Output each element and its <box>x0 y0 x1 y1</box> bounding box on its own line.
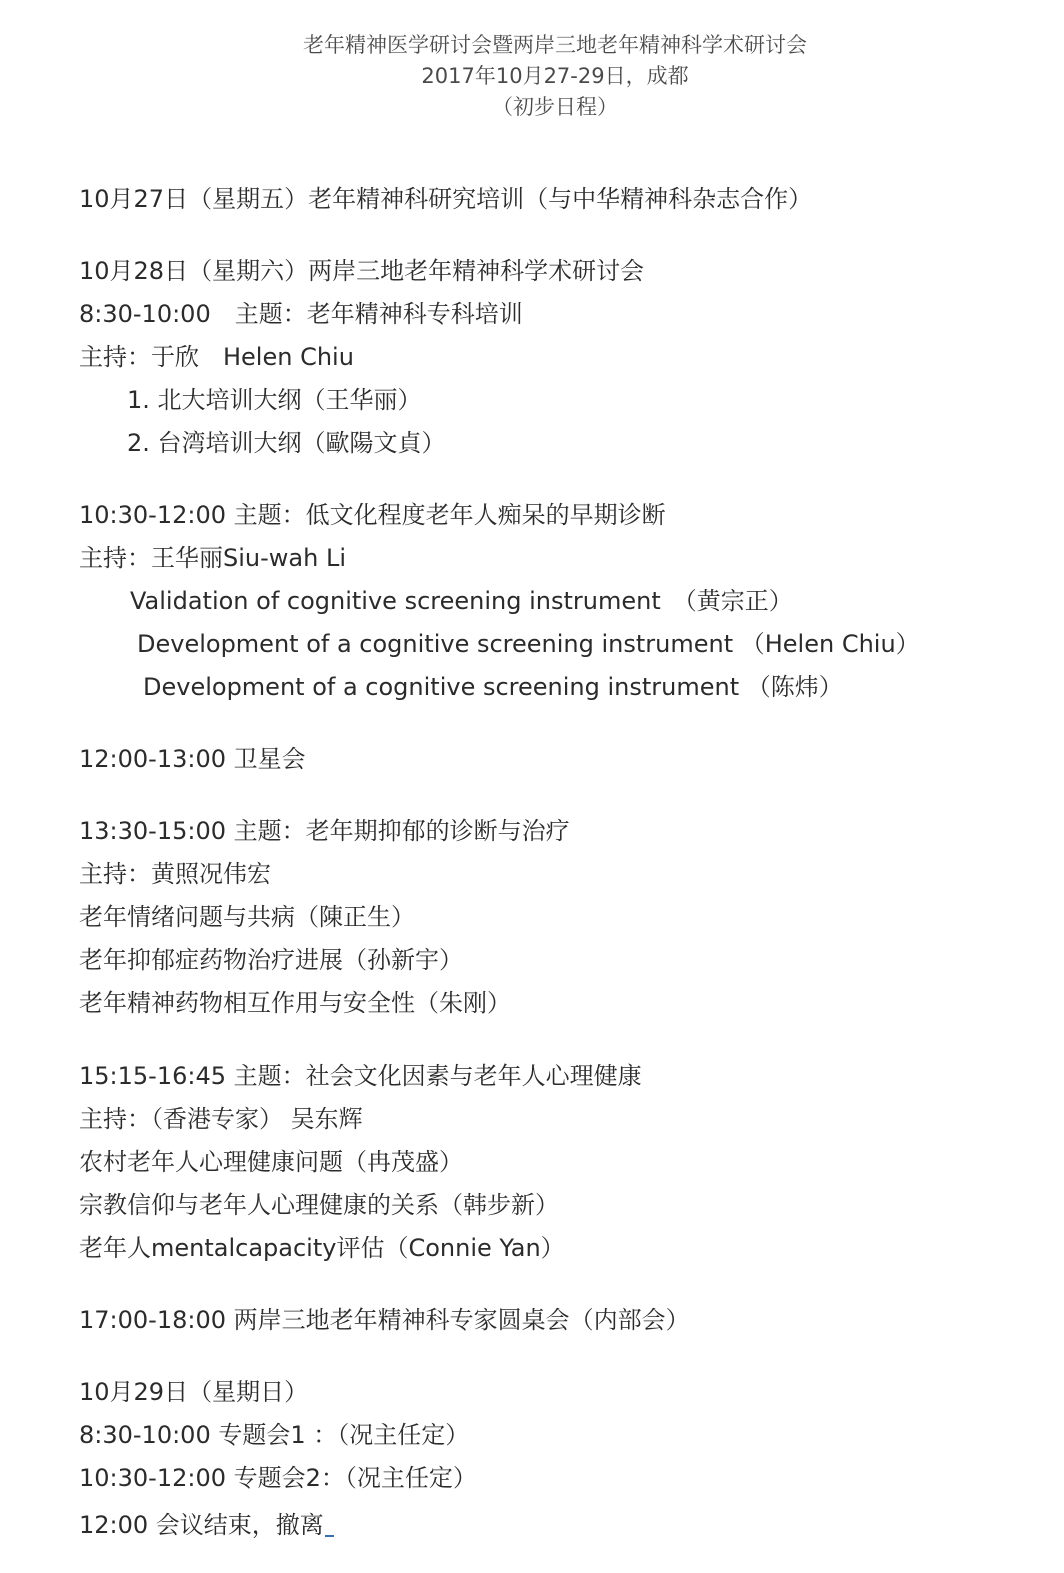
session2-time-topic: 10:30-12:00 主题：低文化程度老年人痴呆的早期诊断 <box>79 501 666 529</box>
session1-item: 2. 台湾培训大纲（歐陽文貞） <box>127 429 446 457</box>
conference-title: 老年精神医学研讨会暨两岸三地老年精神科学术研讨会 <box>303 33 807 57</box>
day3-item: 8:30-10:00 专题会1 ：（况主任定） <box>79 1421 470 1449</box>
session3-time-topic: 12:00-13:00 卫星会 <box>79 745 306 773</box>
text-cursor-mark <box>325 1535 334 1537</box>
session4-item: 老年情绪问题与共病（陳正生） <box>79 903 415 931</box>
session2-item: Development of a cognitive screening instrument （陈炜） <box>143 673 843 701</box>
session1-time-topic: 8:30-10:00 主题：老年精神科专科培训 <box>79 300 523 328</box>
day3-heading: 10月29日（星期日） <box>79 1378 309 1406</box>
session5-item: 宗教信仰与老年人心理健康的关系（韩步新） <box>79 1191 559 1219</box>
session2-item: Development of a cognitive screening instrument （Helen Chiu） <box>137 630 920 658</box>
session2-item: Validation of cognitive screening instrument （黄宗正） <box>130 587 793 615</box>
day3-closing <box>79 1510 334 1540</box>
schedule-status: （初步日程） <box>492 95 618 119</box>
document-header <box>0 30 1064 123</box>
session1-item: 1. 北大培训大纲（王华丽） <box>127 386 422 414</box>
session5-item: 农村老年人心理健康问题（冉茂盛） <box>79 1148 463 1176</box>
day1-heading: 10月27日（星期五）老年精神科研究培训（与中华精神科杂志合作） <box>79 185 813 213</box>
conference-date-place: 2017年10月27-29日，成都 <box>421 64 689 88</box>
session2-chair: 主持：王华丽Siu-wah Li <box>79 544 346 572</box>
session1-chair: 主持：于欣 Helen Chiu <box>79 343 354 371</box>
day2-heading: 10月28日（星期六）两岸三地老年精神科学术研讨会 <box>79 257 645 285</box>
session5-item: 老年人mentalcapacity评估（Connie Yan） <box>79 1234 565 1262</box>
session4-time-topic: 13:30-15:00 主题：老年期抑郁的诊断与治疗 <box>79 817 570 845</box>
session4-chair: 主持：黄照况伟宏 <box>79 860 271 888</box>
session5-chair: 主持：（香港专家） 吴东辉 <box>79 1105 363 1133</box>
session5-time-topic: 15:15-16:45 主题：社会文化因素与老年人心理健康 <box>79 1062 642 1090</box>
day3-item: 10:30-12:00 专题会2：（况主任定） <box>79 1464 477 1492</box>
session4-item: 老年抑郁症药物治疗进展（孙新宇） <box>79 946 463 974</box>
session6-time-topic: 17:00-18:00 两岸三地老年精神科专家圆桌会（内部会） <box>79 1306 690 1334</box>
session4-item: 老年精神药物相互作用与安全性（朱刚） <box>79 989 511 1017</box>
day3-closing-text: 12:00 会议结束，撤离 <box>79 1511 324 1539</box>
